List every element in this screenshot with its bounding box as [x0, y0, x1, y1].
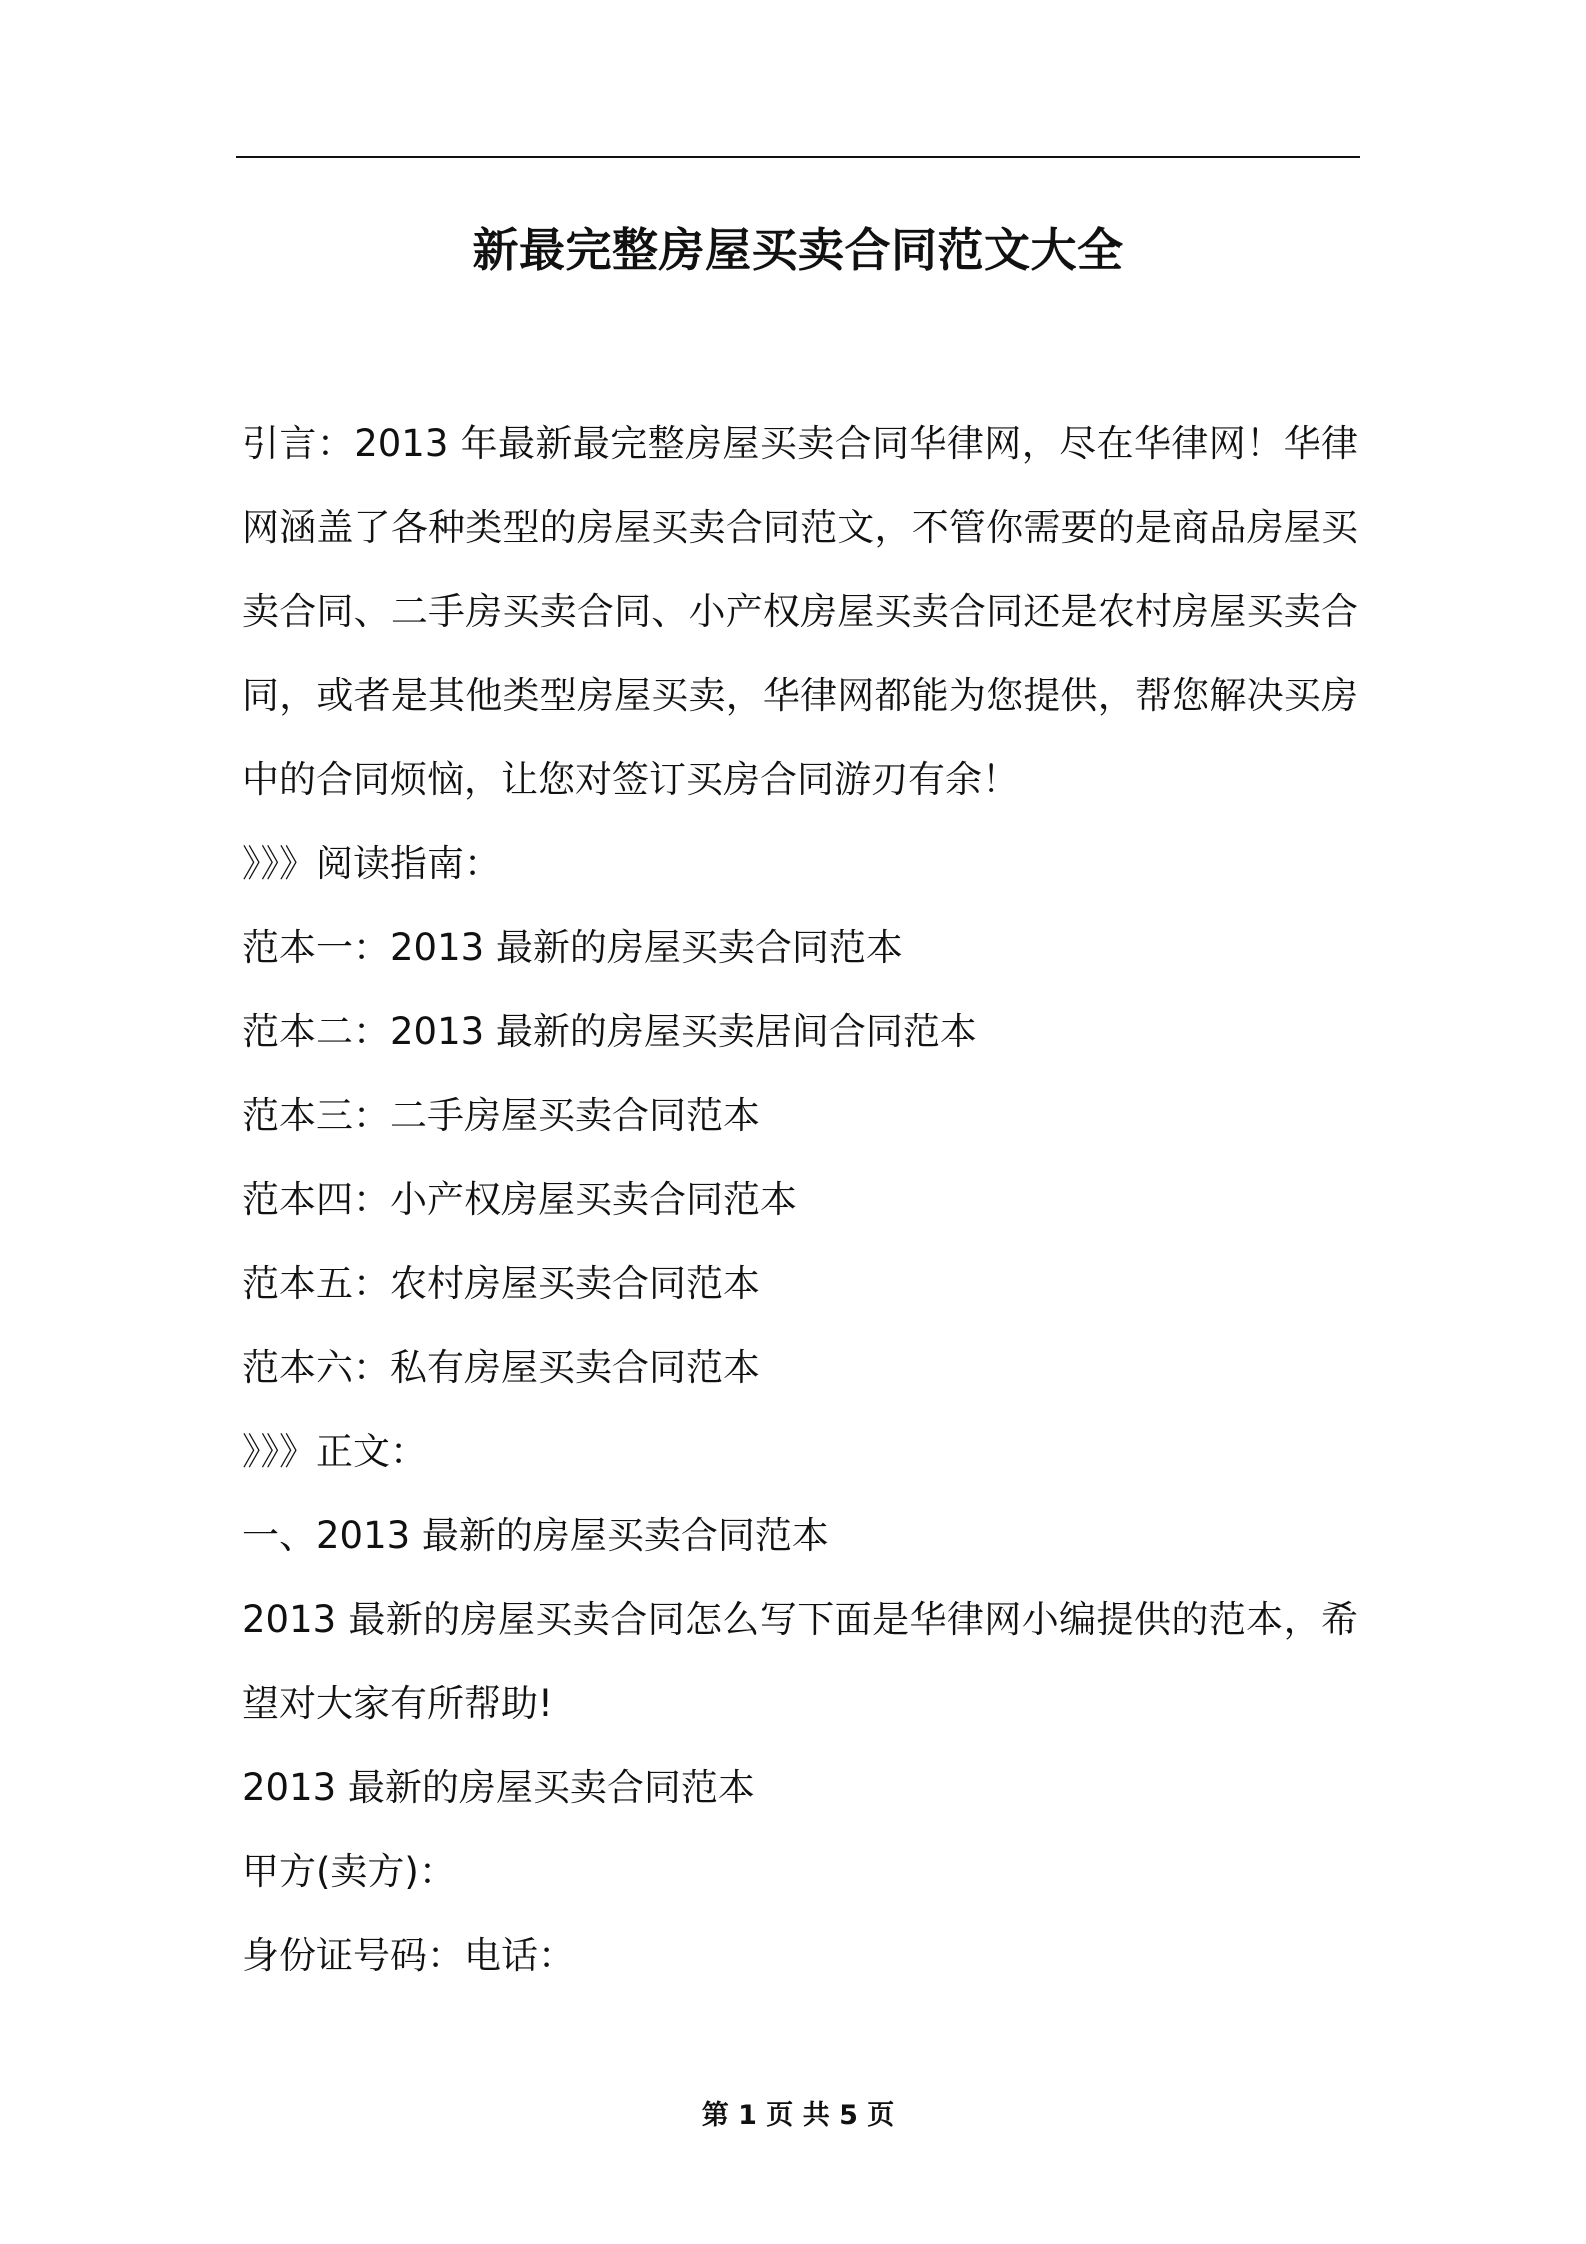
guide-item-4: 范本四：小产权房屋买卖合同范本: [242, 1178, 797, 1221]
guide-item-1: 范本一：2013 最新的房屋买卖合同范本: [242, 926, 903, 969]
document-body: [242, 402, 1358, 1998]
header-rule: [236, 156, 1360, 158]
contract-title: 2013 最新的房屋买卖合同范本: [242, 1766, 755, 1809]
guide-item-3: 范本三：二手房屋买卖合同范本: [242, 1094, 760, 1137]
guide-item-2: 范本二：2013 最新的房屋买卖居间合同范本: [242, 1010, 977, 1053]
guide-item-5: 范本五：农村房屋买卖合同范本: [242, 1262, 760, 1305]
section-intro-paragraph: 2013 最新的房屋买卖合同怎么写下面是华律网小编提供的范本，希望对大家有所帮助!: [242, 1598, 1358, 1725]
page-number-footer: 第 1 页 共 5 页: [701, 2100, 895, 2131]
guide-item-6: 范本六：私有房屋买卖合同范本: [242, 1346, 760, 1389]
body-heading: 》》》正文：: [242, 1430, 427, 1473]
section-heading: 一、2013 最新的房屋买卖合同范本: [242, 1514, 829, 1557]
party-a-seller: 甲方(卖方)：: [242, 1850, 456, 1893]
intro-paragraph: 引言：2013 年最新最完整房屋买卖合同华律网，尽在华律网！华律网涵盖了各种类型的房屋买卖合同范文，不管你需要的是商品房屋买卖合同、二手房买卖合同、小产权房屋买卖合同还是农村房屋买卖合同，或者是其他类型房屋买卖，华律网都能为您提供，帮您解决买房中的合同烦恼，让您对签订买房合同游刃有余！: [242, 422, 1358, 801]
id-phone-line: 身份证号码：电话：: [242, 1934, 575, 1977]
document-title: 新最完整房屋买卖合同范文大全: [472, 223, 1124, 277]
reading-guide-heading: 》》》阅读指南：: [242, 842, 501, 885]
